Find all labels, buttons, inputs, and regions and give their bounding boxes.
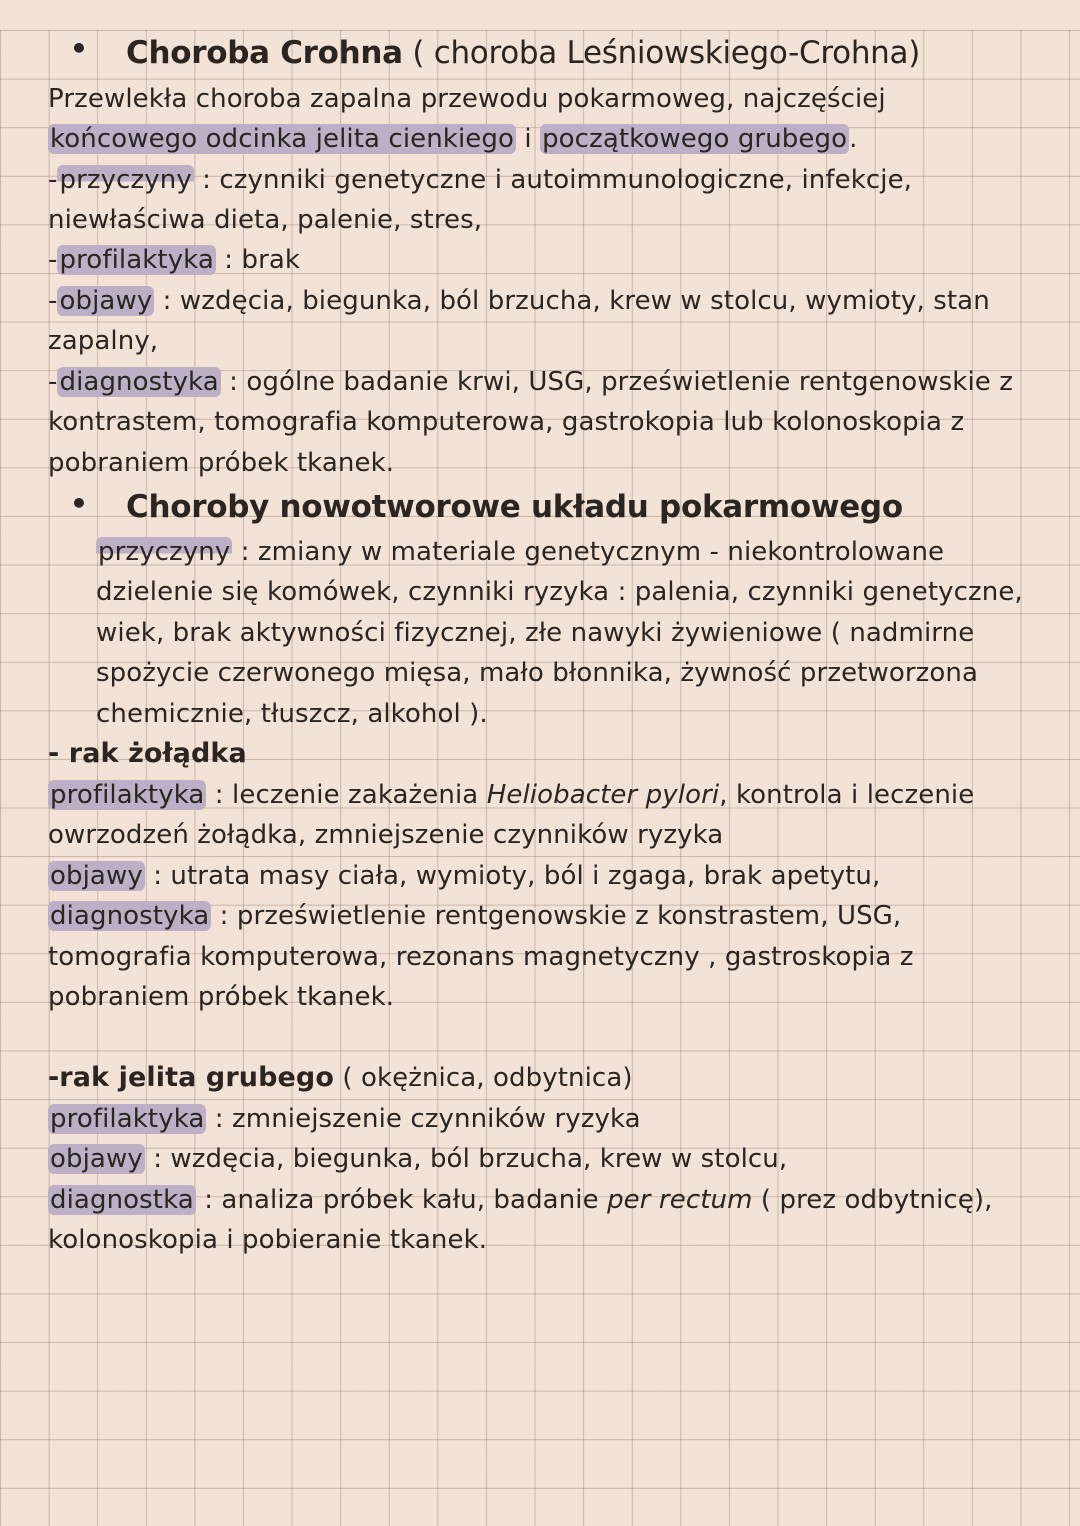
crohn-objawy: -objawy : wzdęcia, biegunka, ból brzucha, krew w stolcu, wymioty, stan bbox=[48, 286, 990, 316]
zoladek-objawy: objawy : utrata masy ciała, wymioty, ból i zgaga, brak apetytu, bbox=[50, 861, 881, 891]
bullet-icon: • bbox=[70, 32, 88, 65]
subsection-title-rak-jelita: -rak jelita grubego ( okężnica, odbytnica) bbox=[48, 1062, 633, 1093]
crohn-profilaktyka: -profilaktyka : brak bbox=[48, 245, 301, 275]
zoladek-profilaktyka: profilaktyka : leczenie zakażenia Heliobacter pylori, kontrola i leczenie bbox=[50, 780, 975, 810]
subsection-title-rak-zoladka: - rak żołądka bbox=[48, 738, 247, 769]
label-profilaktyka: profilaktyka bbox=[50, 780, 205, 810]
jelito-diagnostyka: diagnostka : analiza próbek kału, badanie per rectum ( prez odbytnicę), bbox=[50, 1185, 993, 1215]
crohn-intro-line1: Przewlekła choroba zapalna przewodu pokarmoweg, najczęściej bbox=[48, 84, 886, 114]
nowotwory-przyczyny-cont4: chemicznie, tłuszcz, alkohol ). bbox=[96, 699, 488, 729]
label-diagnostyka: diagnostyka bbox=[50, 901, 210, 931]
zoladek-diagnostyka-cont2: pobraniem próbek tkanek. bbox=[48, 982, 395, 1012]
label-diagnostyka: diagnostka bbox=[50, 1185, 194, 1215]
label-przyczyny: przyczyny bbox=[59, 165, 192, 195]
section-title-crohn: Choroba Crohna ( choroba Leśniowskiego-Crohna) bbox=[126, 35, 921, 71]
nowotwory-przyczyny-cont1: dzielenie się komówek, czynniki ryzyka : palenia, czynniki genetyczne, bbox=[96, 577, 1023, 607]
crohn-przyczyny: -przyczyny : czynniki genetyczne i autoimmunologiczne, infekcje, bbox=[48, 165, 913, 195]
zoladek-diagnostyka: diagnostyka : prześwietlenie rentgenowskie z konstrastem, USG, bbox=[50, 901, 902, 931]
label-przyczyny: przyczyny bbox=[98, 537, 231, 567]
crohn-intro-line2: końcowego odcinka jelita cienkiego i początkowego grubego. bbox=[50, 124, 858, 154]
bullet-icon: • bbox=[70, 487, 88, 520]
crohn-przyczyny-cont: niewłaściwa dieta, palenie, stres, bbox=[48, 205, 483, 235]
jelito-objawy: objawy : wzdęcia, biegunka, ból brzucha, krew w stolcu, bbox=[50, 1144, 788, 1174]
nowotwory-przyczyny-cont3: spożycie czerwonego mięsa, mało błonnika, żywność przetworzona bbox=[96, 658, 978, 688]
zoladek-diagnostyka-cont1: tomografia komputerowa, rezonans magnetyczny , gastroskopia z bbox=[48, 942, 914, 972]
zoladek-profilaktyka-cont: owrzodzeń żołądka, zmniejszenie czynników ryzyka bbox=[48, 820, 724, 850]
crohn-objawy-cont: zapalny, bbox=[48, 326, 159, 356]
label-objawy: objawy bbox=[59, 286, 153, 316]
label-objawy: objawy bbox=[50, 861, 143, 891]
label-profilaktyka: profilaktyka bbox=[50, 1104, 205, 1134]
jelito-diagnostyka-cont: kolonoskopia i pobieranie tkanek. bbox=[48, 1225, 488, 1255]
section-title-nowotwory: Choroby nowotworowe układu pokarmowego bbox=[126, 489, 903, 525]
jelito-profilaktyka: profilaktyka : zmniejszenie czynników ryzyka bbox=[50, 1104, 641, 1134]
page-top-margin bbox=[0, 0, 1080, 30]
crohn-diagnostyka-cont1: kontrastem, tomografia komputerowa, gastrokopia lub kolonoskopia z bbox=[48, 407, 965, 437]
crohn-diagnostyka-cont2: pobraniem próbek tkanek. bbox=[48, 448, 395, 478]
crohn-diagnostyka: -diagnostyka : ogólne badanie krwi, USG, prześwietlenie rentgenowskie z bbox=[48, 367, 1013, 397]
nowotwory-przyczyny: przyczyny : zmiany w materiale genetycznym - niekontrolowane bbox=[98, 537, 945, 567]
label-objawy: objawy bbox=[50, 1144, 143, 1174]
label-profilaktyka: profilaktyka bbox=[59, 245, 214, 275]
label-diagnostyka: diagnostyka bbox=[59, 367, 219, 397]
nowotwory-przyczyny-cont2: wiek, brak aktywności fizycznej, złe nawyki żywieniowe ( nadmirne bbox=[96, 618, 975, 648]
